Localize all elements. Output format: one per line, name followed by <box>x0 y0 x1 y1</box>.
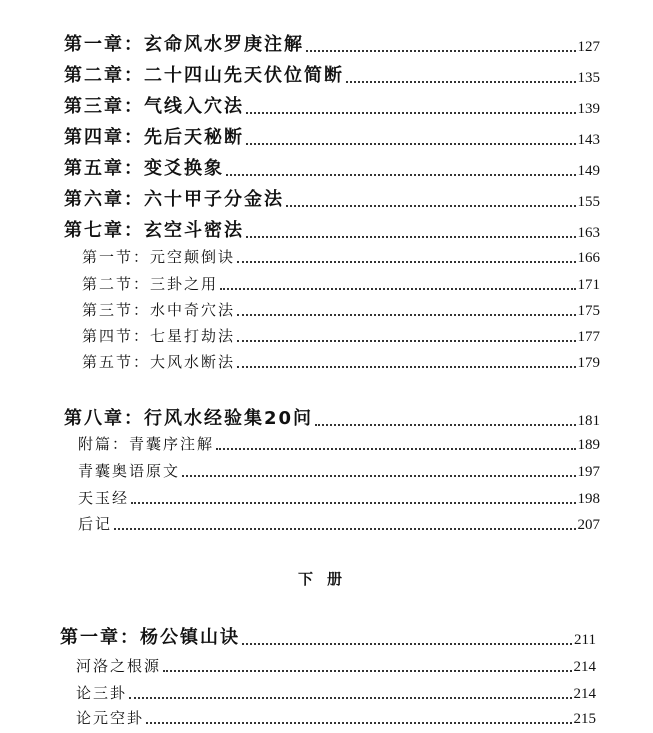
toc-entry-title: 第七章：玄空斗密法 <box>64 220 244 241</box>
toc-entry-upper-3[interactable] <box>64 92 600 118</box>
toc-entry-upper-12[interactable] <box>82 351 600 372</box>
toc-entry-title: 第六章：六十甲子分金法 <box>64 189 284 210</box>
toc-entry-title: 第一节：元空颠倒诀 <box>82 248 236 266</box>
dot-leader <box>246 112 576 114</box>
toc-entry-upper-4[interactable] <box>64 123 600 149</box>
toc-entry-upper-16[interactable] <box>78 487 600 508</box>
toc-entry-page: 166 <box>577 250 600 266</box>
toc-entry-upper-17[interactable] <box>78 513 600 534</box>
dot-leader <box>146 722 571 724</box>
dot-leader <box>226 174 576 176</box>
toc-entry-title: 附篇：青囊序注解 <box>78 435 215 453</box>
toc-entry-title: 第八章：行风水经验集20问 <box>64 408 314 429</box>
toc-entry-page: 177 <box>577 329 600 345</box>
toc-entry-title: 第五章：变爻换象 <box>64 158 224 179</box>
toc-entry-lower-4[interactable] <box>76 707 596 728</box>
toc-entry-title: 河洛之根源 <box>76 657 162 675</box>
toc-entry-title: 第二节：三卦之用 <box>82 275 219 293</box>
toc-entry-page: 139 <box>577 101 600 117</box>
toc-entry-upper-1[interactable] <box>64 30 600 56</box>
toc-entry-page: 155 <box>577 194 600 210</box>
toc-entry-lower-2[interactable] <box>76 655 596 676</box>
toc-entry-page: 211 <box>574 632 596 648</box>
part-heading: 下册 <box>298 570 357 588</box>
toc-entry-page: 181 <box>577 413 600 429</box>
toc-entry-page: 215 <box>573 711 596 727</box>
toc-entry-page: 163 <box>577 225 600 241</box>
toc-entry-page: 175 <box>577 303 600 319</box>
toc-entry-title: 论三卦 <box>76 684 128 702</box>
toc-entry-upper-8[interactable] <box>82 246 600 267</box>
dot-leader <box>246 236 576 238</box>
dot-leader <box>182 475 575 477</box>
dot-leader <box>237 314 575 316</box>
toc-entry-page: 189 <box>577 437 600 453</box>
dot-leader <box>114 528 575 530</box>
dot-leader <box>163 670 571 672</box>
toc-entry-page: 214 <box>573 659 596 675</box>
toc-entry-title: 第四节：七星打劫法 <box>82 327 236 345</box>
toc-entry-upper-9[interactable] <box>82 273 600 294</box>
toc-entry-page: 179 <box>577 355 600 371</box>
toc-entry-title: 第一章：杨公镇山诀 <box>60 627 240 648</box>
toc-entry-title: 第四章：先后天秘断 <box>64 127 244 148</box>
toc-entry-page: 207 <box>577 517 600 533</box>
dot-leader <box>237 261 575 263</box>
toc-entry-page: 127 <box>577 39 600 55</box>
dot-leader <box>131 502 575 504</box>
toc-entry-title: 第一章：玄命风水罗庚注解 <box>64 34 304 55</box>
toc-entry-title: 第三节：水中奇穴法 <box>82 301 236 319</box>
toc-entry-title: 第二章：二十四山先天伏位简断 <box>64 65 344 86</box>
dot-leader <box>237 366 575 368</box>
toc-entry-upper-15[interactable] <box>78 460 600 481</box>
dot-leader <box>346 81 576 83</box>
toc-entry-upper-2[interactable] <box>64 61 600 87</box>
toc-entry-page: 214 <box>573 686 596 702</box>
toc-entry-page: 171 <box>577 277 600 293</box>
dot-leader <box>216 448 575 450</box>
toc-entry-upper-6[interactable] <box>64 185 600 211</box>
toc-entry-upper-7[interactable] <box>64 216 600 242</box>
toc-entry-upper-5[interactable] <box>64 154 600 180</box>
dot-leader <box>286 205 576 207</box>
dot-leader <box>220 288 575 290</box>
toc-entry-title: 后记 <box>78 515 113 533</box>
toc-entry-title: 论元空卦 <box>76 709 145 727</box>
toc-entry-title: 第三章：气线入穴法 <box>64 96 244 117</box>
dot-leader <box>129 697 571 699</box>
toc-entry-upper-11[interactable] <box>82 325 600 346</box>
toc-entry-upper-14[interactable] <box>78 433 600 454</box>
toc-entry-title: 青囊奥语原文 <box>78 462 181 480</box>
dot-leader <box>306 50 576 52</box>
toc-entry-page: 197 <box>577 464 600 480</box>
toc-entry-upper-10[interactable] <box>82 299 600 320</box>
dot-leader <box>237 340 575 342</box>
toc-entry-page: 135 <box>577 70 600 86</box>
toc-entry-lower-1[interactable] <box>60 623 596 649</box>
toc-entry-page: 149 <box>577 163 600 179</box>
toc-entry-upper-13[interactable] <box>64 404 600 430</box>
toc-entry-lower-3[interactable] <box>76 682 596 703</box>
dot-leader <box>246 143 576 145</box>
toc-entry-page: 198 <box>577 491 600 507</box>
toc-entry-title: 天玉经 <box>78 489 130 507</box>
dot-leader <box>242 643 572 645</box>
toc-entry-page: 143 <box>577 132 600 148</box>
dot-leader <box>315 424 575 426</box>
toc-entry-title: 第五节：大风水断法 <box>82 353 236 371</box>
